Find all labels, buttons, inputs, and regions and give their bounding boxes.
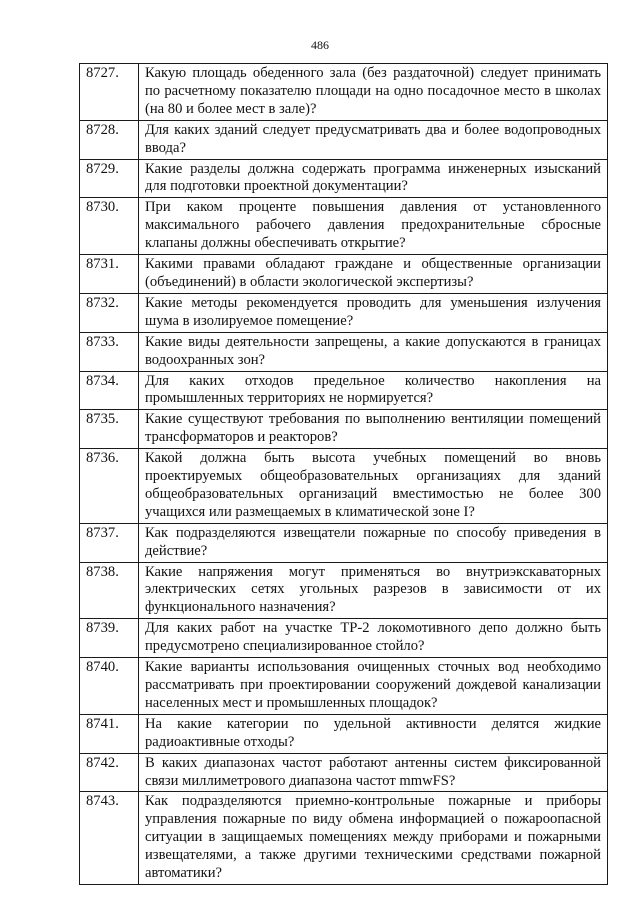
question-text: На какие категории по удельной активности делятся жидкие радиоактивные отходы?: [139, 714, 608, 753]
table-row: [80, 332, 608, 371]
question-number: 8736.: [80, 449, 139, 524]
table-row: [80, 255, 608, 294]
question-number: 8731.: [80, 255, 139, 294]
table-row: [80, 523, 608, 562]
question-text: Для каких работ на участке ТР-2 локомотивного депо должно быть предусмотрено специализированное стойло?: [139, 619, 608, 658]
question-text: При каком проценте повышения давления от установленного максимального рабочего давления предохранительные сбросные клапаны должны обеспечивать открытие?: [139, 198, 608, 255]
question-text: Какой должна быть высота учебных помещений во вновь проектируемых общеобразовательных организациях для зданий общеобразовательных организаций вместимостью не более 300 учащихся или размещаемых в климатической зоне I?: [139, 449, 608, 524]
question-number: 8732.: [80, 293, 139, 332]
question-number: 8733.: [80, 332, 139, 371]
table-row: [80, 159, 608, 198]
question-text: Для каких зданий следует предусматривать два и более водопроводных ввода?: [139, 120, 608, 159]
question-number: 8734.: [80, 371, 139, 410]
table-row: [80, 753, 608, 792]
table-row: [80, 449, 608, 524]
table-row: [80, 792, 608, 885]
question-number: 8740.: [80, 658, 139, 715]
question-text: Какие разделы должна содержать программа инженерных изысканий для подготовки проектной документации?: [139, 159, 608, 198]
question-text: Какие напряжения могут применяться во внутриэкскаваторных электрических сетях угольных разрезов в зависимости от их функционального назначения?: [139, 562, 608, 619]
table-row: [80, 714, 608, 753]
table-row: [80, 371, 608, 410]
question-text: Какую площадь обеденного зала (без раздаточной) следует принимать по расчетному показателю площади на одно посадочное место в школах (на 80 и более мест в зале)?: [139, 64, 608, 121]
page-number: 486: [311, 38, 329, 52]
question-number: 8739.: [80, 619, 139, 658]
question-text: Какие методы рекомендуется проводить для уменьшения излучения шума в изолируемое помещение?: [139, 293, 608, 332]
table-row: [80, 198, 608, 255]
question-text: Как подразделяются приемно-контрольные пожарные и приборы управления пожарные по виду обмена информацией о пожароопасной ситуации в защищаемых помещениях между приборами и пожарными извещателями, а также другими техническими средствами пожарной автоматики?: [139, 792, 608, 885]
questions-table: [79, 63, 608, 885]
table-row: [80, 619, 608, 658]
table-row: [80, 658, 608, 715]
question-number: 8738.: [80, 562, 139, 619]
question-text: Какие виды деятельности запрещены, а какие допускаются в границах водоохранных зон?: [139, 332, 608, 371]
question-number: 8728.: [80, 120, 139, 159]
question-number: 8741.: [80, 714, 139, 753]
table-row: [80, 64, 608, 121]
question-number: 8735.: [80, 410, 139, 449]
question-number: 8729.: [80, 159, 139, 198]
table-row: [80, 293, 608, 332]
question-number: 8742.: [80, 753, 139, 792]
question-text: Как подразделяются извещатели пожарные по способу приведения в действие?: [139, 523, 608, 562]
question-number: 8727.: [80, 64, 139, 121]
question-text: В каких диапазонах частот работают антенны систем фиксированной связи миллиметрового диапазона частот mmwFS?: [139, 753, 608, 792]
question-text: Какие существуют требования по выполнению вентиляции помещений трансформаторов и реакторов?: [139, 410, 608, 449]
question-text: Какими правами обладают граждане и общественные организации (объединений) в области экологической экспертизы?: [139, 255, 608, 294]
table-row: [80, 562, 608, 619]
questions-table-body: [80, 64, 608, 885]
question-text: Какие варианты использования очищенных сточных вод необходимо рассматривать при проектировании сооружений дождевой канализации населенных мест и промышленных площадок?: [139, 658, 608, 715]
question-number: 8737.: [80, 523, 139, 562]
table-row: [80, 410, 608, 449]
question-text: Для каких отходов предельное количество накопления на промышленных территориях не нормируется?: [139, 371, 608, 410]
question-number: 8743.: [80, 792, 139, 885]
question-number: 8730.: [80, 198, 139, 255]
table-row: [80, 120, 608, 159]
